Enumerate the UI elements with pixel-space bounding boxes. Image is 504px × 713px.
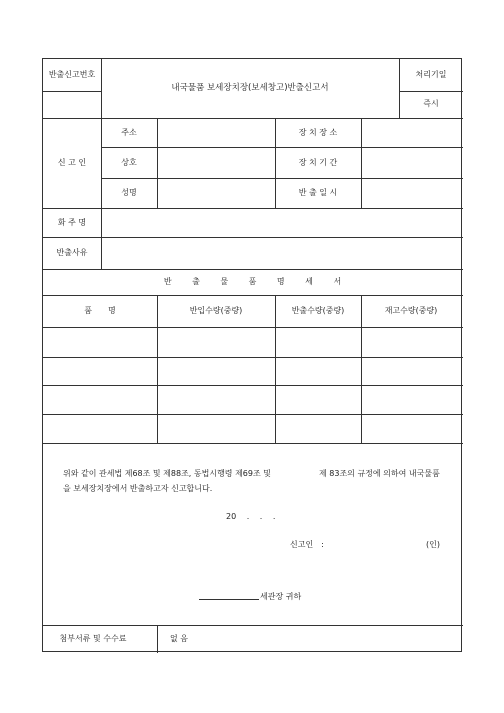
rule — [43, 208, 463, 209]
rule — [101, 147, 463, 148]
rule — [399, 91, 463, 92]
seal-mark: (인) — [426, 540, 440, 549]
rule — [43, 91, 101, 92]
column-header-out-qty: 반출수량(중량) — [291, 306, 345, 315]
attachments-value: 없 음 — [170, 634, 188, 643]
rule — [101, 178, 463, 179]
rule — [157, 118, 158, 208]
rule — [43, 443, 463, 444]
rule — [157, 625, 158, 653]
addressee-underline — [199, 599, 259, 600]
rule — [275, 118, 276, 208]
rule — [275, 295, 276, 443]
owner-label: 화 주 명 — [57, 218, 87, 227]
date-line: 20 . . . — [226, 512, 276, 521]
statement-line-2: 을 보세장치장에서 반출하고자 신고합니다. — [63, 484, 213, 493]
column-header-stock-qty: 재고수량(중량) — [384, 306, 438, 315]
statement-line-1: 위와 같이 관세법 제68조 및 제88조, 동법시행령 제69조 및 — [63, 469, 271, 478]
release-datetime-label: 반 출 일 시 — [298, 188, 338, 197]
addressee: 세관장 귀하 — [260, 592, 302, 601]
storage-period-label: 장 치 기 간 — [298, 158, 338, 167]
trade-name-label: 상호 — [121, 158, 137, 167]
rule — [43, 237, 463, 238]
rule — [43, 414, 463, 415]
statement-line-1-end: 제 83조의 규정에 의하여 내국물품 — [319, 469, 440, 478]
rule — [361, 295, 362, 443]
declarant-signature-label: 신고인 : — [290, 540, 324, 549]
name-label: 성명 — [121, 188, 137, 197]
rule — [43, 269, 463, 270]
rule — [43, 295, 463, 296]
attachments-label: 첨부서류 및 수수료 — [59, 634, 127, 643]
rule — [43, 625, 463, 626]
column-header-item-name: 품 명 — [84, 306, 116, 315]
rule — [361, 118, 362, 208]
rule — [43, 327, 463, 328]
form-title: 내국물품 보세장치장(보세창고)반출신고서 — [171, 83, 329, 93]
rule — [43, 385, 463, 386]
rule — [101, 118, 102, 269]
processing-period-value: 즉시 — [423, 99, 439, 108]
address-label: 주소 — [121, 128, 137, 137]
column-header-in-qty: 반입수량(중량) — [189, 306, 243, 315]
storage-place-label: 장 치 장 소 — [298, 128, 338, 137]
declarant-section-label: 신 고 인 — [57, 158, 87, 167]
goods-spec-title: 반 출 물 품 명 세 서 — [163, 277, 351, 286]
declaration-form — [42, 58, 462, 652]
report-no-label: 반출신고번호 — [48, 70, 96, 79]
processing-period-label: 처리기일 — [415, 70, 447, 79]
rule — [399, 59, 400, 118]
rule — [43, 357, 463, 358]
reason-label: 반출사유 — [56, 248, 88, 257]
rule — [157, 295, 158, 443]
rule — [43, 118, 463, 119]
rule — [101, 59, 102, 118]
